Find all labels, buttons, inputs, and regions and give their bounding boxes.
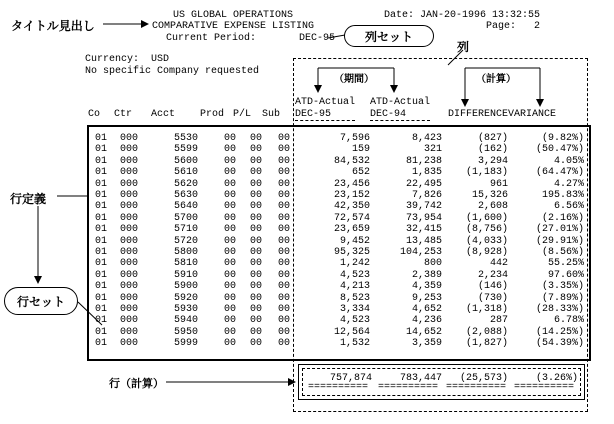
- cell-acct: 5940: [173, 315, 198, 327]
- cell-ctr: 000: [120, 292, 139, 304]
- cell-col4: 6.78%: [553, 315, 584, 327]
- seg-head-ctr: Ctr: [114, 109, 133, 120]
- cell-col3: (730): [477, 292, 508, 304]
- cell-co: 01: [95, 133, 108, 144]
- cell-pl: 00: [249, 155, 262, 167]
- cell-ctr: 000: [120, 155, 139, 167]
- cell-col2: 9,253: [411, 292, 442, 304]
- cell-col1: 7,596: [339, 133, 370, 144]
- col2-head-line1: ATD-Actual: [370, 97, 431, 108]
- table-row: [0, 236, 614, 247]
- cell-co: 01: [95, 281, 108, 293]
- report-title-line2: COMPARATIVE EXPENSE LISTING: [152, 21, 315, 32]
- cell-co: 01: [95, 235, 108, 247]
- cell-sub: 00: [277, 224, 290, 236]
- cell-col2: 14,652: [405, 326, 442, 338]
- cell-col1: 23,152: [333, 190, 370, 201]
- table-row: [0, 247, 614, 258]
- cell-ctr: 000: [120, 338, 139, 350]
- cell-col3: (2,088): [465, 326, 508, 338]
- cell-acct: 5800: [173, 247, 198, 258]
- cell-col3: (1,318): [465, 304, 508, 315]
- cell-pl: 00: [249, 326, 262, 338]
- cell-pl: 00: [249, 167, 262, 179]
- cell-co: 01: [95, 178, 108, 190]
- cell-ctr: 000: [120, 167, 139, 179]
- cell-co: 01: [95, 247, 108, 258]
- table-row: [0, 315, 614, 326]
- cell-ctr: 000: [120, 212, 139, 224]
- cell-col4: 4.05%: [553, 155, 584, 167]
- cell-ctr: 000: [120, 178, 139, 190]
- cell-co: 01: [95, 144, 108, 156]
- cell-ctr: 000: [120, 258, 139, 270]
- cell-sub: 00: [277, 144, 290, 156]
- cell-col2: 1,835: [411, 167, 442, 179]
- cell-acct: 5710: [173, 224, 198, 236]
- cell-sub: 00: [277, 167, 290, 179]
- cell-col3: (162): [477, 144, 508, 156]
- cell-prod: 00: [223, 258, 236, 270]
- cell-col4: (8.56%): [541, 247, 584, 258]
- cell-col2: 7,826: [411, 190, 442, 201]
- cell-prod: 00: [223, 190, 236, 201]
- cell-co: 01: [95, 167, 108, 179]
- cell-col4: (27.01%): [535, 224, 584, 236]
- col4-head: VARIANCE: [508, 109, 557, 120]
- col2-underline: [370, 120, 430, 121]
- cell-sub: 00: [277, 281, 290, 293]
- cell-col1: 4,523: [339, 315, 370, 327]
- cell-co: 01: [95, 258, 108, 270]
- cell-col3: 442: [489, 258, 508, 270]
- cell-col4: (50.47%): [535, 144, 584, 156]
- cell-col2: 39,742: [405, 201, 442, 213]
- column-label: 列: [457, 40, 470, 54]
- title-heading-label: タイトル見出し: [11, 19, 95, 33]
- cell-ctr: 000: [120, 281, 139, 293]
- cell-prod: 00: [223, 315, 236, 327]
- cell-prod: 00: [223, 304, 236, 315]
- cell-col4: 4.27%: [553, 178, 584, 190]
- cell-col4: (64.47%): [535, 167, 584, 179]
- cell-ctr: 000: [120, 269, 139, 281]
- total-col2: 783,447: [399, 373, 442, 384]
- cell-co: 01: [95, 224, 108, 236]
- cell-col3: 15,326: [471, 190, 508, 201]
- cell-sub: 00: [277, 133, 290, 144]
- cell-col2: 104,253: [399, 247, 442, 258]
- cell-prod: 00: [223, 133, 236, 144]
- cell-co: 01: [95, 155, 108, 167]
- table-row: [0, 270, 614, 281]
- cell-acct: 5950: [173, 326, 198, 338]
- seg-head-sub: Sub: [262, 109, 281, 120]
- cell-sub: 00: [277, 212, 290, 224]
- cell-col4: (7.89%): [541, 292, 584, 304]
- total-underline-3: ==========: [446, 382, 507, 393]
- cell-col1: 652: [351, 167, 370, 179]
- cell-sub: 00: [277, 235, 290, 247]
- cell-col4: 97.60%: [547, 269, 584, 281]
- cell-col4: 55.25%: [547, 258, 584, 270]
- cell-co: 01: [95, 304, 108, 315]
- cell-col3: 961: [489, 178, 508, 190]
- cell-sub: 00: [277, 201, 290, 213]
- total-underline-1: ==========: [308, 382, 369, 393]
- cell-col2: 2,389: [411, 269, 442, 281]
- table-row: [0, 190, 614, 201]
- cell-col4: 6.56%: [553, 201, 584, 213]
- cell-sub: 00: [277, 315, 290, 327]
- period-label: （期間）: [334, 74, 374, 85]
- cell-col1: 9,452: [339, 235, 370, 247]
- cell-ctr: 000: [120, 247, 139, 258]
- cell-pl: 00: [249, 224, 262, 236]
- table-row: [0, 201, 614, 212]
- cell-col2: 8,423: [411, 133, 442, 144]
- cell-col2: 22,495: [405, 178, 442, 190]
- cell-col4: (29.91%): [535, 235, 584, 247]
- cell-pl: 00: [249, 258, 262, 270]
- cell-pl: 00: [249, 304, 262, 315]
- table-row: [0, 167, 614, 178]
- cell-ctr: 000: [120, 235, 139, 247]
- cell-prod: 00: [223, 326, 236, 338]
- cell-acct: 5720: [173, 235, 198, 247]
- row-set-label: 行セット: [16, 294, 65, 309]
- cell-pl: 00: [249, 235, 262, 247]
- cell-col1: 42,350: [333, 201, 370, 213]
- cell-col2: 32,415: [405, 224, 442, 236]
- cell-acct: 5999: [173, 338, 198, 350]
- table-row: [0, 156, 614, 167]
- cell-pl: 00: [249, 201, 262, 213]
- cell-prod: 00: [223, 269, 236, 281]
- cell-co: 01: [95, 212, 108, 224]
- total-col1: 757,874: [329, 373, 372, 384]
- seg-head-prod: Prod: [200, 109, 225, 120]
- cell-col2: 81,238: [405, 155, 442, 167]
- cell-ctr: 000: [120, 190, 139, 201]
- cell-col3: 2,608: [477, 201, 508, 213]
- cell-pl: 00: [249, 212, 262, 224]
- cell-col3: (8,928): [465, 247, 508, 258]
- cell-col3: 3,294: [477, 155, 508, 167]
- cell-co: 01: [95, 338, 108, 350]
- cell-prod: 00: [223, 338, 236, 350]
- cell-co: 01: [95, 326, 108, 338]
- cell-prod: 00: [223, 281, 236, 293]
- cell-col4: (3.35%): [541, 281, 584, 293]
- table-row: [0, 338, 614, 349]
- cell-acct: 5900: [173, 281, 198, 293]
- cell-pl: 00: [249, 190, 262, 201]
- cell-col1: 23,659: [333, 224, 370, 236]
- cell-pl: 00: [249, 338, 262, 350]
- report-rows: [0, 133, 614, 363]
- table-row: [0, 327, 614, 338]
- cell-sub: 00: [277, 292, 290, 304]
- row-calc-label: 行（計算）: [109, 377, 164, 390]
- cell-prod: 00: [223, 167, 236, 179]
- cell-ctr: 000: [120, 201, 139, 213]
- cell-col3: (8,756): [465, 224, 508, 236]
- table-row: [0, 144, 614, 155]
- current-period-value: DEC-95: [299, 33, 336, 44]
- cell-col2: 321: [423, 144, 442, 156]
- seg-head-pl: P/L: [233, 109, 252, 120]
- cell-col1: 23,456: [333, 178, 370, 190]
- cell-col1: 95,325: [333, 247, 370, 258]
- cell-pl: 00: [249, 315, 262, 327]
- cell-sub: 00: [277, 247, 290, 258]
- cell-col3: 287: [489, 315, 508, 327]
- cell-col2: 4,359: [411, 281, 442, 293]
- cell-col1: 4,213: [339, 281, 370, 293]
- cell-col1: 12,564: [333, 326, 370, 338]
- cell-acct: 5810: [173, 258, 198, 270]
- cell-pl: 00: [249, 178, 262, 190]
- cell-col3: (1,827): [465, 338, 508, 350]
- cell-prod: 00: [223, 178, 236, 190]
- cell-acct: 5700: [173, 212, 198, 224]
- cell-acct: 5930: [173, 304, 198, 315]
- cell-sub: 00: [277, 326, 290, 338]
- total-col4: (3.26%): [535, 373, 578, 384]
- cell-co: 01: [95, 315, 108, 327]
- cell-sub: 00: [277, 190, 290, 201]
- cell-co: 01: [95, 269, 108, 281]
- cell-sub: 00: [277, 269, 290, 281]
- cell-col2: 4,652: [411, 304, 442, 315]
- cell-prod: 00: [223, 292, 236, 304]
- table-row: [0, 179, 614, 190]
- cell-col3: (146): [477, 281, 508, 293]
- calc-label: （計算）: [476, 74, 516, 85]
- cell-sub: 00: [277, 258, 290, 270]
- seg-head-co: Co: [88, 109, 101, 120]
- currency-line: Currency: USD: [85, 54, 170, 65]
- cell-acct: 5640: [173, 201, 198, 213]
- cell-sub: 00: [277, 178, 290, 190]
- cell-col2: 800: [423, 258, 442, 270]
- col2-head-line2: DEC-94: [370, 109, 407, 120]
- table-row: [0, 224, 614, 235]
- cell-acct: 5530: [173, 133, 198, 144]
- cell-acct: 5910: [173, 269, 198, 281]
- column-set-pill: [344, 25, 434, 47]
- cell-col1: 84,532: [333, 155, 370, 167]
- cell-prod: 00: [223, 235, 236, 247]
- cell-col4: (14.25%): [535, 326, 584, 338]
- cell-ctr: 000: [120, 144, 139, 156]
- cell-prod: 00: [223, 247, 236, 258]
- cell-pl: 00: [249, 292, 262, 304]
- row-definition-label: 行定義: [10, 192, 47, 206]
- cell-col3: (827): [477, 133, 508, 144]
- cell-acct: 5610: [173, 167, 198, 179]
- cell-acct: 5620: [173, 178, 198, 190]
- table-row: [0, 133, 614, 144]
- cell-pl: 00: [249, 269, 262, 281]
- cell-co: 01: [95, 190, 108, 201]
- cell-col1: 1,242: [339, 258, 370, 270]
- column-set-label: 列セット: [364, 29, 413, 44]
- cell-acct: 5630: [173, 190, 198, 201]
- cell-col4: (54.39%): [535, 338, 584, 350]
- company-line: No specific Company requested: [85, 66, 260, 77]
- cell-ctr: 000: [120, 133, 139, 144]
- cell-col3: 2,234: [477, 269, 508, 281]
- cell-col4: (28.33%): [535, 304, 584, 315]
- cell-acct: 5599: [173, 144, 198, 156]
- cell-prod: 00: [223, 201, 236, 213]
- report-page: Page: 2: [486, 21, 541, 32]
- cell-col2: 13,485: [405, 235, 442, 247]
- table-row: [0, 281, 614, 292]
- cell-pl: 00: [249, 133, 262, 144]
- cell-col4: 195.83%: [541, 190, 584, 201]
- cell-ctr: 000: [120, 304, 139, 315]
- total-underline-2: ==========: [378, 382, 439, 393]
- total-col3: (25,573): [459, 373, 508, 384]
- cell-prod: 00: [223, 144, 236, 156]
- report-date: Date: JAN-20-1996 13:32:55: [384, 10, 541, 21]
- cell-co: 01: [95, 292, 108, 304]
- cell-prod: 00: [223, 224, 236, 236]
- cell-col3: (4,033): [465, 235, 508, 247]
- cell-col4: (2.16%): [541, 212, 584, 224]
- col1-underline: [295, 120, 355, 121]
- total-underline-4: ==========: [514, 382, 575, 393]
- cell-sub: 00: [277, 304, 290, 315]
- cell-acct: 5920: [173, 292, 198, 304]
- cell-col1: 3,334: [339, 304, 370, 315]
- cell-col1: 4,523: [339, 269, 370, 281]
- cell-prod: 00: [223, 212, 236, 224]
- col1-head-line1: ATD-Actual: [295, 97, 356, 108]
- seg-head-acct: Acct: [151, 109, 176, 120]
- cell-col4: (9.82%): [541, 133, 584, 144]
- cell-ctr: 000: [120, 224, 139, 236]
- cell-col3: (1,600): [465, 212, 508, 224]
- current-period-label: Current Period:: [166, 33, 257, 44]
- cell-col1: 159: [351, 144, 370, 156]
- cell-ctr: 000: [120, 326, 139, 338]
- cell-prod: 00: [223, 155, 236, 167]
- cell-co: 01: [95, 201, 108, 213]
- cell-sub: 00: [277, 338, 290, 350]
- cell-col3: (1,183): [465, 167, 508, 179]
- cell-acct: 5600: [173, 155, 198, 167]
- cell-sub: 00: [277, 155, 290, 167]
- cell-col1: 1,532: [339, 338, 370, 350]
- cell-ctr: 000: [120, 315, 139, 327]
- table-row: [0, 213, 614, 224]
- table-row: [0, 304, 614, 315]
- col3-head: DIFFERENCE: [448, 109, 509, 120]
- cell-col2: 73,954: [405, 212, 442, 224]
- cell-pl: 00: [249, 281, 262, 293]
- cell-col1: 72,574: [333, 212, 370, 224]
- cell-pl: 00: [249, 144, 262, 156]
- report-title-line1: US GLOBAL OPERATIONS: [173, 10, 294, 21]
- cell-col2: 4,236: [411, 315, 442, 327]
- cell-col1: 8,523: [339, 292, 370, 304]
- col1-head-line2: DEC-95: [295, 109, 332, 120]
- table-row: [0, 293, 614, 304]
- cell-pl: 00: [249, 247, 262, 258]
- table-row: [0, 258, 614, 269]
- cell-col2: 3,359: [411, 338, 442, 350]
